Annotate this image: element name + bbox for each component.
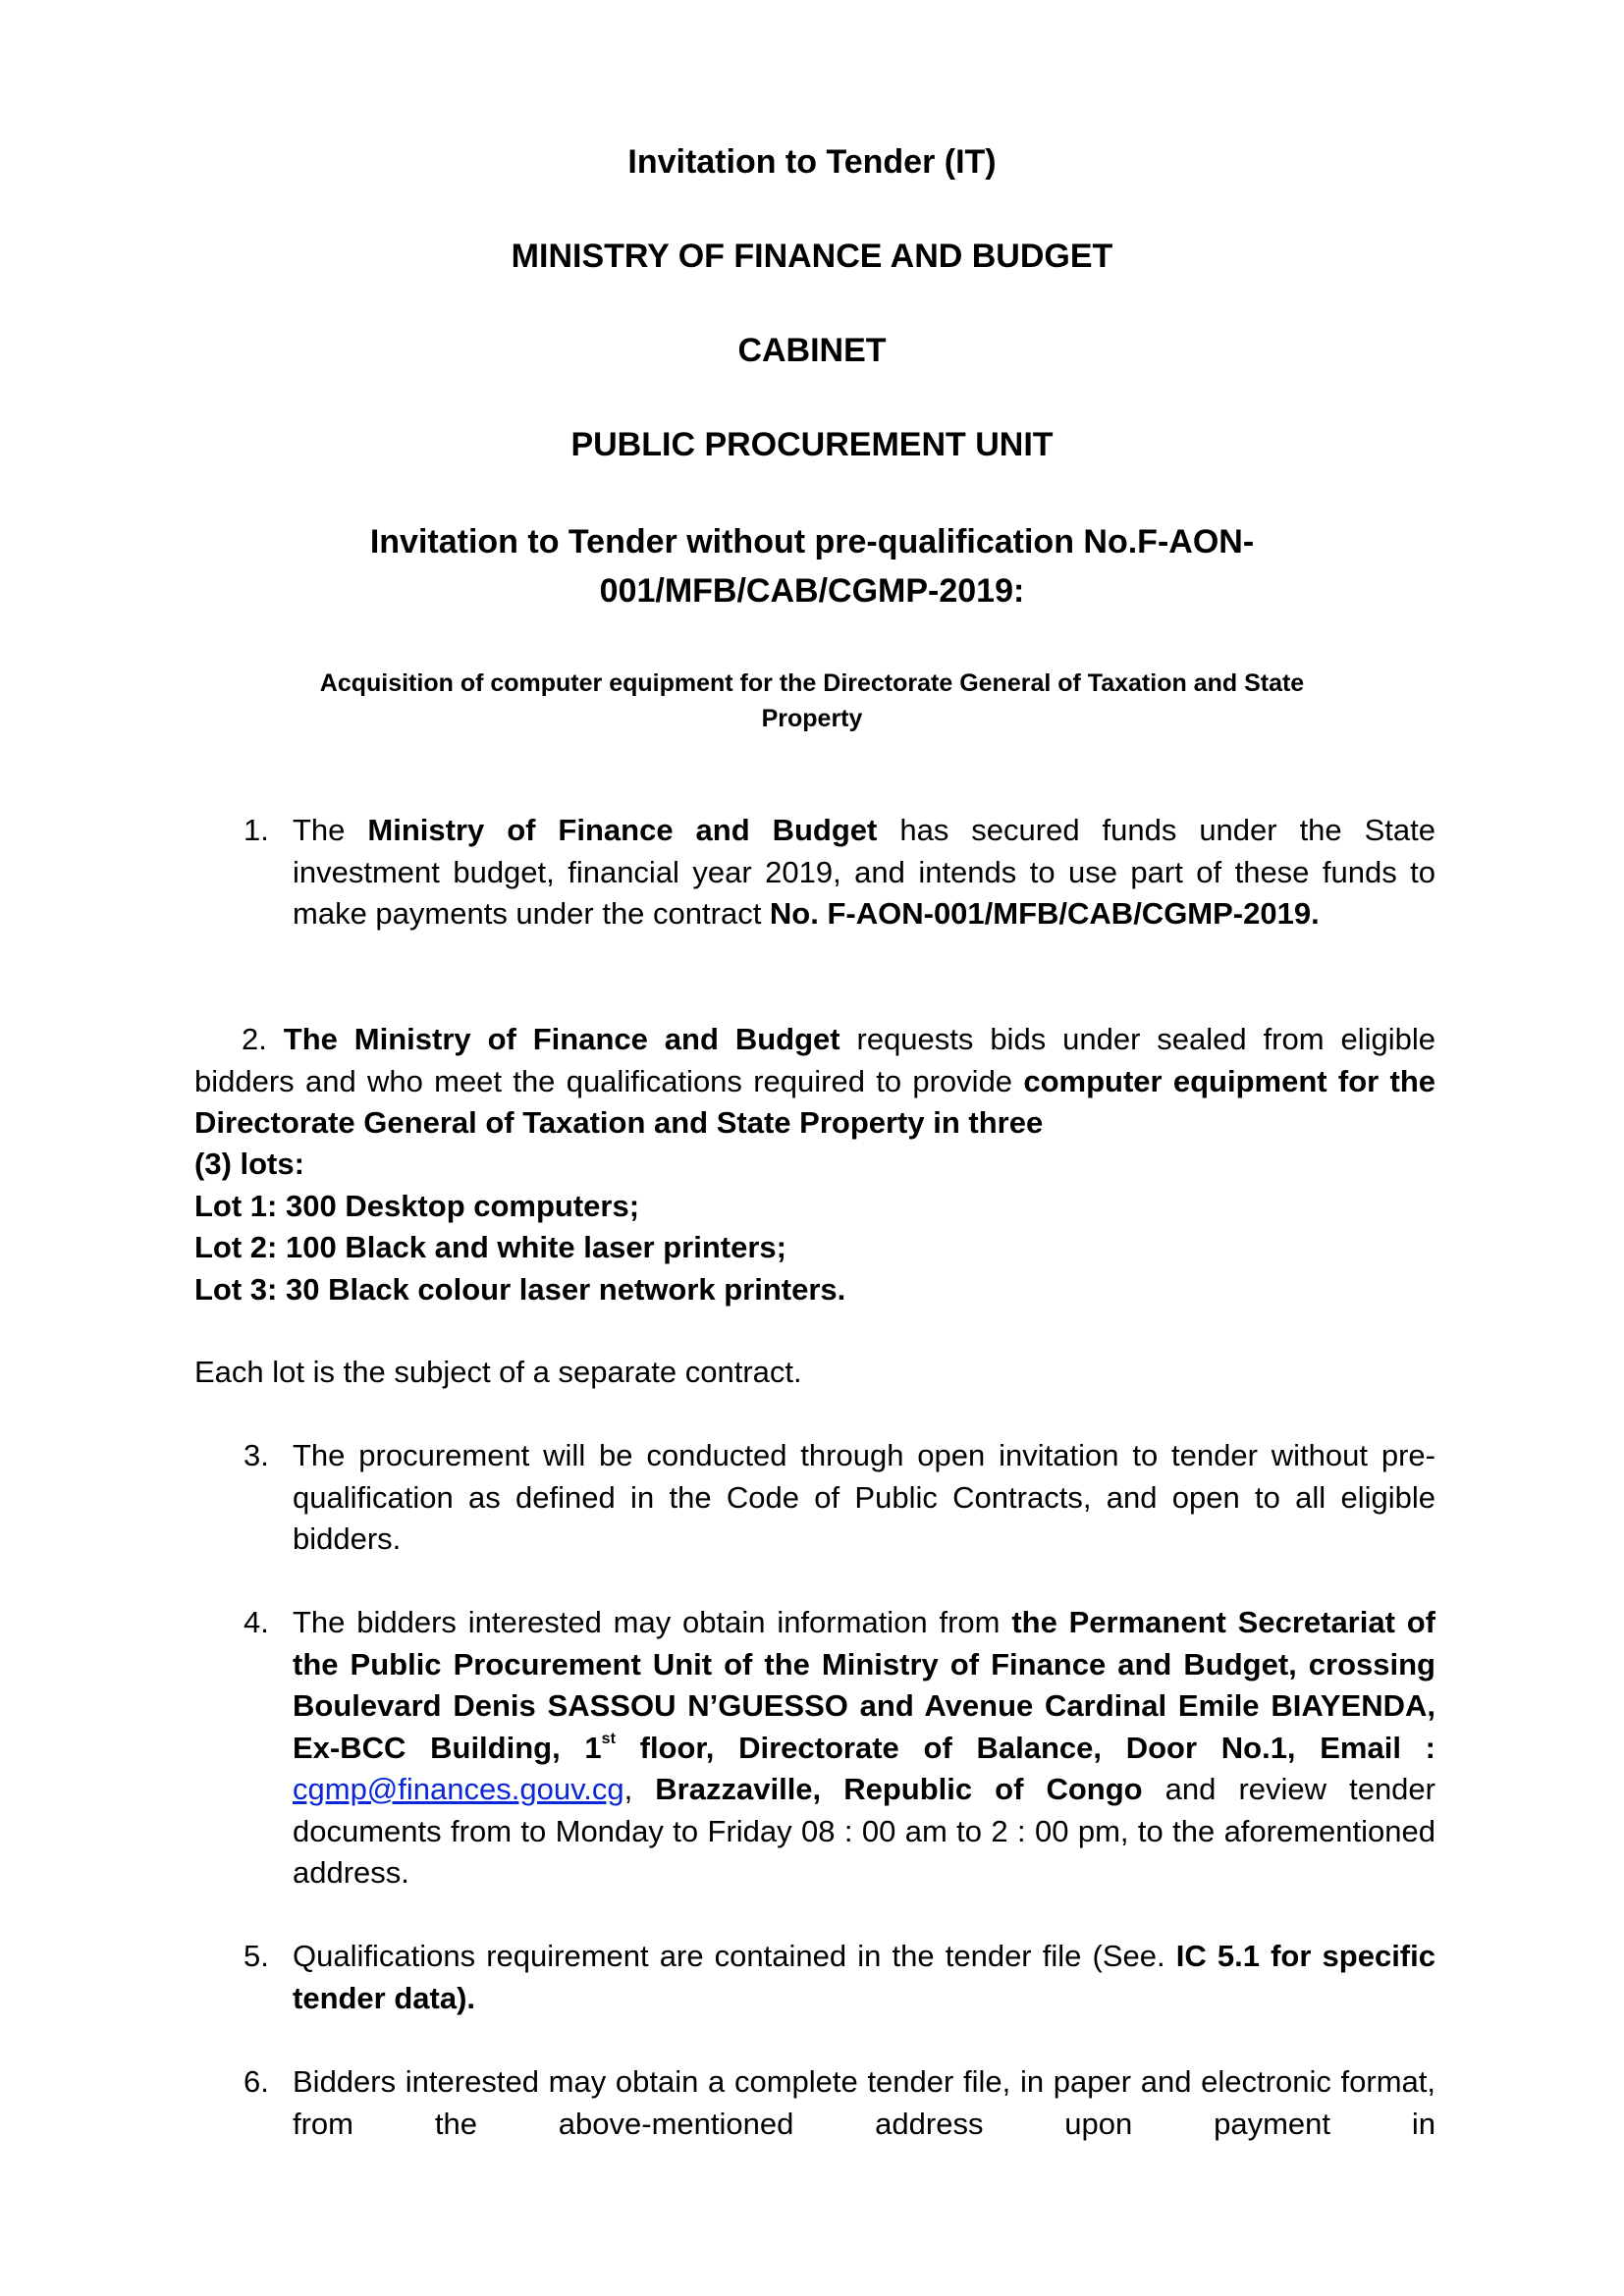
paragraph-1-contract-number: No. F-AON-001/MFB/CAB/CGMP-2019. xyxy=(769,896,1320,931)
paragraph-4-text: The bidders interested may obtain information from xyxy=(293,1605,1012,1639)
heading-cabinet: CABINET xyxy=(737,332,887,369)
paragraph-5-text: Qualifications requirement are contained in the tender file (See. xyxy=(293,1939,1176,1973)
tender-title-line-2: 001/MFB/CAB/CGMP-2019: xyxy=(599,572,1025,610)
tender-title-line-1: Invitation to Tender without pre-qualification No.F-AON- xyxy=(369,523,1255,561)
paragraph-1-number: 1. xyxy=(244,813,269,847)
paragraph-5-number: 5. xyxy=(244,1939,269,1973)
paragraph-2 xyxy=(194,1019,1435,1145)
heading-procurement-unit: PUBLIC PROCUREMENT UNIT xyxy=(570,426,1054,463)
tender-subject-line-1: Acquisition of computer equipment for the Directorate General of Taxation and State xyxy=(319,669,1305,697)
lot-item-2: Lot 2: 100 Black and white laser printers; xyxy=(194,1230,786,1264)
heading-ministry: MINISTRY OF FINANCE AND BUDGET xyxy=(511,238,1113,275)
paragraph-5 xyxy=(293,1936,1435,2019)
paragraph-2-ministry: The Ministry of Finance and Budget xyxy=(283,1022,840,1056)
tender-subject-line-2: Property xyxy=(761,705,863,732)
paragraph-6-number: 6. xyxy=(244,2064,269,2099)
paragraph-3: The procurement will be conducted through open invitation to tender without pre-qualification as defined in the Code of Public Contracts, and open to all eligible bidders. xyxy=(293,1438,1435,1556)
paragraph-2-lots xyxy=(194,1144,1435,1310)
paragraph-2-equipment: computer equipment for the Directorate General of Taxation and State Property in three xyxy=(194,1063,1435,1140)
paragraph-4 xyxy=(293,1602,1435,1895)
paragraph-4-number: 4. xyxy=(244,1605,269,1639)
paragraph-6: Bidders interested may obtain a complete tender file, in paper and electronic format, from the above-mentioned address upon payment in xyxy=(293,2064,1435,2141)
paragraph-4-city: Brazzaville, Republic of Congo xyxy=(655,1772,1143,1806)
paragraph-5-reference: IC 5.1 for specific tender data). xyxy=(293,1939,1435,2015)
tender-subject xyxy=(226,666,1398,736)
paragraph-4-hours: and review tender documents from to Monday to Friday 08 : 00 am to 2 : 00 pm, to the aforementioned address. xyxy=(293,1772,1435,1890)
paragraph-1-text: The xyxy=(293,813,368,847)
paragraph-4-address: the Permanent Secretariat of the Public Procurement Unit of the Ministry of Finance and Budget, crossing Boulevard Denis SASSOU N’GUESSO and Avenue Cardinal Emile BIAYENDA, Ex-BCC Building, 1 xyxy=(293,1605,1435,1765)
email-link[interactable]: cgmp@finances.gouv.cg xyxy=(293,1772,624,1806)
paragraph-2-number: 2. xyxy=(242,1022,267,1056)
paragraph-1-text-2: has secured funds under the State investment budget, financial year 2019, and intends to use part of these funds to make payments under the contract xyxy=(293,813,1436,931)
lots-intro: (3) lots: xyxy=(194,1147,304,1181)
lot-item-3: Lot 3: 30 Black colour laser network printers. xyxy=(194,1271,846,1307)
paragraph-3-number: 3. xyxy=(244,1438,269,1472)
paragraph-4-comma: , xyxy=(623,1772,656,1806)
lot-item-1: Lot 1: 300 Desktop computers; xyxy=(194,1188,640,1223)
paragraph-1-ministry: Ministry of Finance and Budget xyxy=(367,813,878,847)
heading-invitation-to-tender: Invitation to Tender (IT) xyxy=(627,143,997,181)
paragraph-4-address-2: floor, Directorate of Balance, Door No.1, Email : xyxy=(615,1730,1436,1765)
floor-superscript: st xyxy=(601,1730,616,1747)
paragraph-1 xyxy=(293,810,1435,935)
paragraph-2-text: requests bids under sealed from eligible bidders and who meet the qualifications required to provide xyxy=(194,1022,1435,1098)
each-lot-note: Each lot is the subject of a separate contract. xyxy=(194,1355,802,1389)
